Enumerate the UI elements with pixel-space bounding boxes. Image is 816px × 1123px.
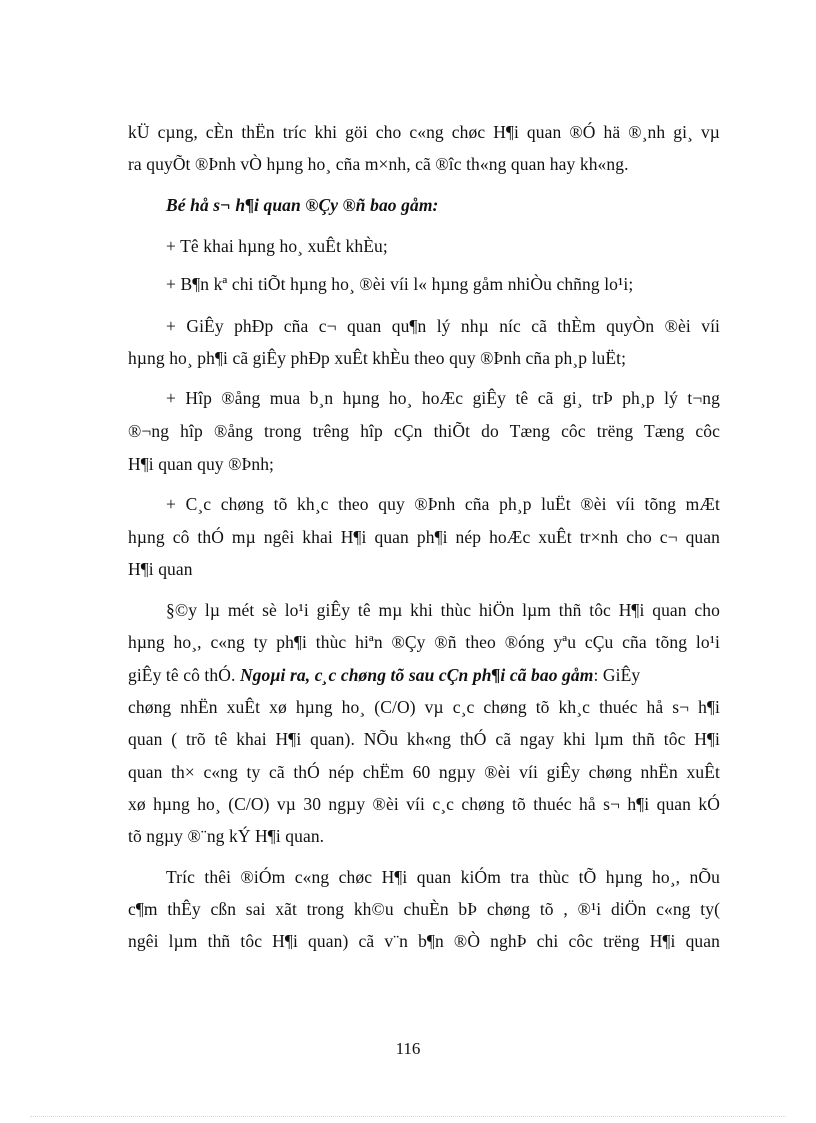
text-line: quan ( trõ tê khai H¶i quan). NÕu kh«ng thÓ cã ngay khi lµm thñ tôc H¶i xyxy=(128,729,720,749)
text-line: kÜ cµng, cÈn thËn tríc khi göi cho c«ng chøc H¶i quan ®Ó hä ®¸nh gi¸ vµ xyxy=(128,122,720,142)
page-number: 116 xyxy=(395,1039,421,1058)
text-line: ngêi lµm thñ tôc H¶i quan) cã v¨n b¶n ®Ò nghÞ chi côc trëng H¶i quan xyxy=(128,931,720,951)
section-heading: Bé hå s¬ h¶i quan ®Çy ®ñ bao gåm: xyxy=(166,195,439,215)
text-line: H¶i quan xyxy=(128,559,193,579)
text-line: c¶m thÊy cßn sai xãt trong kh©u chuÈn bÞ chøng tõ , ®¹i diÖn c«ng ty( xyxy=(128,899,720,919)
emphasis-text: Ngoµi ra, c¸c chøng tõ sau cÇn ph¶i cã bao gåm xyxy=(239,665,594,685)
text-run: : GiÊy xyxy=(593,665,641,685)
text-line: tõ ngµy ®¨ng kÝ H¶i quan. xyxy=(128,826,325,846)
text-line: xø hµng ho¸ (C/O) vµ 30 ngµy ®èi víi c¸c chøng tõ thuéc hå s¬ h¶i quan kÓ xyxy=(128,794,720,814)
text-line: ®¬ng hîp ®ång trong trêng hîp cÇn thiÕt do Tæng côc trëng Tæng côc xyxy=(128,421,720,441)
text-line xyxy=(128,664,640,686)
text-run: giÊy tê cô thÓ. xyxy=(128,665,236,685)
text-line: H¶i quan quy ®Þnh; xyxy=(128,454,275,474)
list-item: + C¸c chøng tõ kh¸c theo quy ®Þnh cña ph¸p luËt ®èi víi tõng mÆt xyxy=(166,494,720,514)
list-item: + B¶n kª chi tiÕt hµng ho¸ ®èi víi l« hµng gåm nhiÒu chñng lo¹i; xyxy=(166,274,634,294)
page-bottom-divider xyxy=(30,1116,786,1117)
paragraph-line: §©y lµ mét sè lo¹i giÊy tê mµ khi thùc hiÖn lµm thñ tôc H¶i quan cho xyxy=(166,600,720,620)
list-item: + Hîp ®ång mua b¸n hµng ho¸ hoÆc giÊy tê cã gi¸ trÞ ph¸p lý t¬ng xyxy=(166,388,720,408)
text-line: quan th× c«ng ty cã thÓ nép chËm 60 ngµy ®èi víi giÊy chøng nhËn xuÊt xyxy=(128,762,720,782)
text-line: hµng ho¸ ph¶i cã giÊy phÐp xuÊt khÈu theo quy ®Þnh cña ph¸p luËt; xyxy=(128,348,627,368)
text-line: chøng nhËn xuÊt xø hµng ho¸ (C/O) vµ c¸c chøng tõ kh¸c thuéc hå s¬ h¶i xyxy=(128,697,720,717)
text-line: hµng ho¸, c«ng ty ph¶i thùc hiªn ®Çy ®ñ theo ®óng yªu cÇu cña tõng lo¹i xyxy=(128,632,720,652)
text-line: hµng cô thÓ mµ ngêi khai H¶i quan ph¶i nép hoÆc xuÊt tr×nh cho c¬ quan xyxy=(128,527,720,547)
list-item: + GiÊy phÐp cña c¬ quan qu¶n lý nhµ níc cã thÈm quyÒn ®èi víi xyxy=(166,316,720,336)
list-item: + Tê khai hµng ho¸ xuÊt khÈu; xyxy=(166,236,388,256)
text-line: ra quyÕt ®Þnh vÒ hµng ho¸ cña m×nh, cã ®îc th«ng quan hay kh«ng. xyxy=(128,154,629,174)
paragraph-line: Tríc thêi ®iÓm c«ng chøc H¶i quan kiÓm tra thùc tÕ hµng ho¸, nÕu xyxy=(166,867,720,887)
